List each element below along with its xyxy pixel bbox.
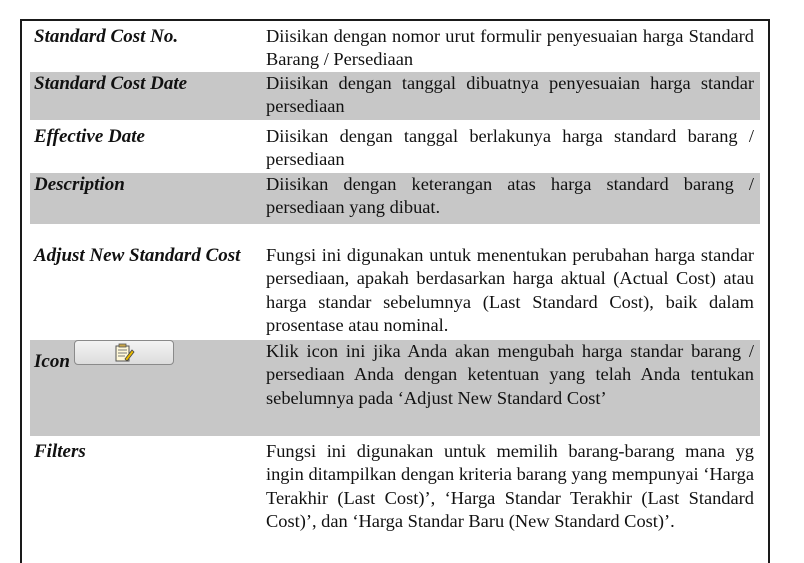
term-icon-cell <box>30 340 266 373</box>
table-row <box>30 244 760 340</box>
description-standard-cost-no: Diisikan dengan nomor urut formulir penyesuaian harga Standard Barang / Persediaan <box>266 26 754 70</box>
description-adjust-new-standard-cost: Fungsi ini digunakan untuk menentukan perubahan harga standar persediaan, apakah berdasarkan harga aktual (Actual Cost) atau harga standar sebelumnya (Last Standard Cost), baik dalam prosentase atau nominal. <box>266 245 754 335</box>
notepad-edit-icon <box>112 343 136 363</box>
adjust-standard-cost-button[interactable] <box>74 340 174 365</box>
description-filters: Fungsi ini digunakan untuk memilih barang-barang mana yg ingin ditampilkan dengan kriteria barang yang mempunyai ‘Harga Terakhir (Last Cost)’, ‘Harga Standar Terakhir (Last Standard Cost)’, dan ‘Harga Standar Baru (New Standard Cost)’. <box>266 441 754 531</box>
table-row <box>30 125 760 173</box>
description-effective-date: Diisikan dengan tanggal berlakunya harga standard barang / persediaan <box>266 126 754 170</box>
document-page <box>20 19 770 563</box>
term-adjust-new-standard-cost: Adjust New Standard Cost <box>34 245 241 266</box>
term-filters: Filters <box>34 441 86 462</box>
description-description: Diisikan dengan keterangan atas harga standard barang / persediaan yang dibuat. <box>266 174 754 218</box>
table-top-rule <box>22 19 768 21</box>
table-row <box>30 440 760 558</box>
term-description: Description <box>34 174 125 195</box>
description-standard-cost-date: Diisikan dengan tanggal dibuatnya penyesuaian harga standar persediaan <box>266 73 754 117</box>
term-icon: Icon <box>34 351 70 372</box>
term-effective-date: Effective Date <box>34 126 145 147</box>
description-icon: Klik icon ini jika Anda akan mengubah harga standar barang / persediaan Anda dengan ketentuan yang telah Anda tentukan sebelumnya pada ‘Adjust New Standard Cost’ <box>266 341 754 408</box>
term-standard-cost-date: Standard Cost Date <box>34 73 188 94</box>
table-row <box>30 173 760 224</box>
table-row <box>30 25 760 72</box>
table-row <box>30 340 760 436</box>
table-row <box>30 72 760 120</box>
term-standard-cost-no: Standard Cost No. <box>34 26 179 47</box>
